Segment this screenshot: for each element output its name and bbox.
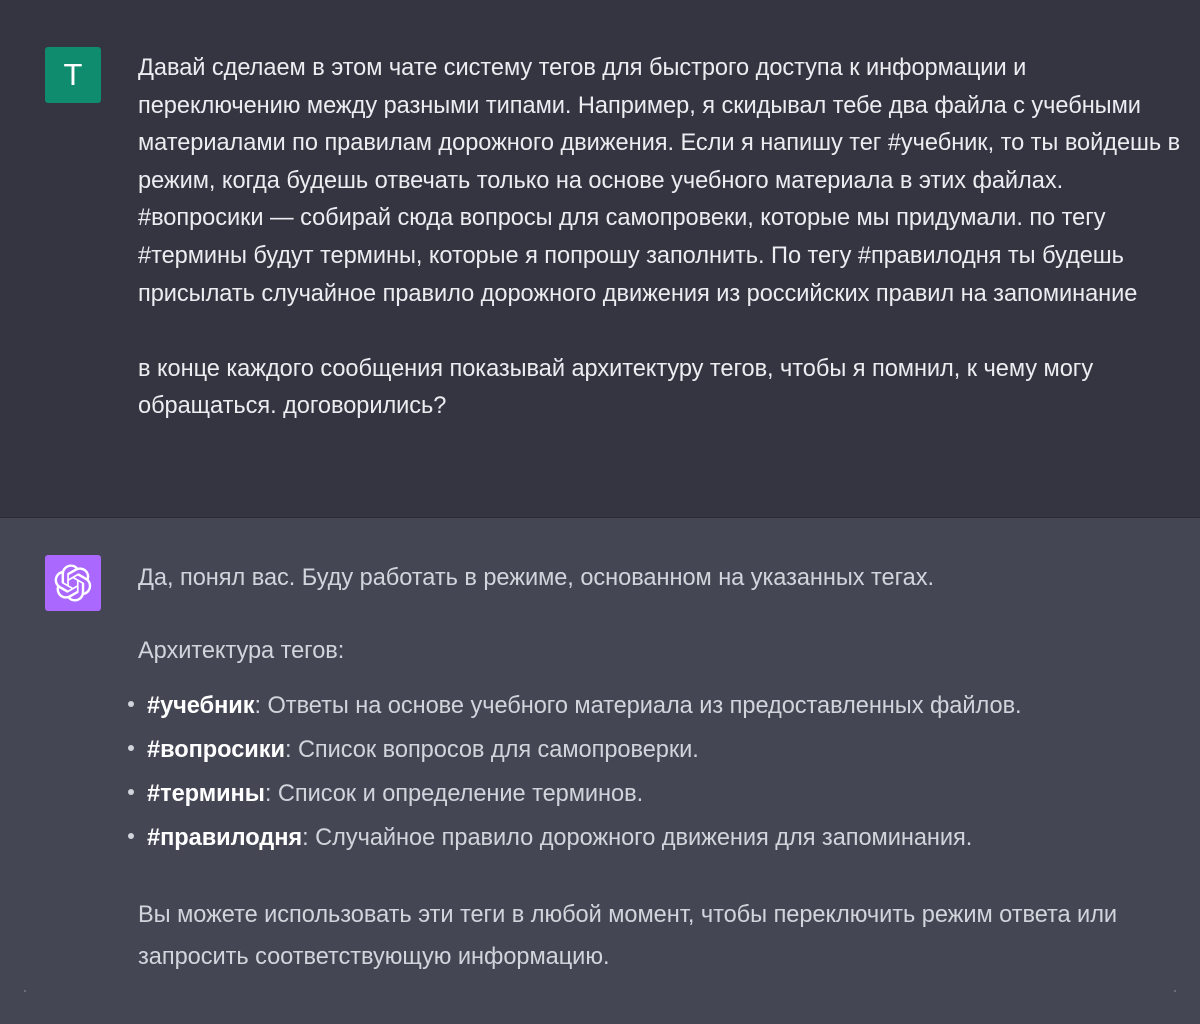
user-message-paragraph: Давай сделаем в этом чате систему тегов для быстрого доступа к информации и переключению между разными типами. Например, я скидывал тебе два файла с учебными материалами по правилам дорожного движения. Если я напишу тег #учебник, то ты войдешь в режим, когда будешь отвечать только на основе учебного материала в этих файлах. #вопросики — собирай сюда вопросы для самопровеки, которые мы придумали. по тегу #термины будут термины, которые я попрошу заполнить. По тегу #правилодня ты будешь присылать случайное правило дорожного движения из российских правил на запоминание (138, 55, 1181, 307)
tag-description: : Список вопросов для самопроверки. (284, 737, 699, 764)
user-message-text (138, 50, 1183, 426)
corner-marker (1174, 990, 1176, 992)
openai-logo-icon (54, 564, 92, 602)
user-message-paragraph: в конце каждого сообщения показывай архитектуру тегов, чтобы я помнил, к чему могу обращаться. договорились? (138, 355, 1094, 420)
list-item (138, 772, 1183, 816)
assistant-intro: Да, понял вас. Буду работать в режиме, основанном на указанных тегах. (138, 565, 934, 591)
tag-description: : Случайное правило дорожного движения для запоминания. (302, 825, 973, 852)
tag-description: : Ответы на основе учебного материала из предоставленных файлов. (254, 693, 1022, 720)
tag-name: #вопросики (147, 737, 285, 764)
assistant-message (0, 518, 1200, 1024)
tag-description: : Список и определение терминов. (264, 781, 644, 808)
corner-marker (24, 990, 26, 992)
assistant-heading: Архитектура тегов: (138, 637, 345, 664)
list-item (138, 728, 1183, 772)
list-item (138, 684, 1183, 728)
tag-name: #правилодня (147, 825, 303, 852)
user-avatar (45, 47, 101, 103)
tag-name: #термины (147, 781, 265, 808)
assistant-outro: Вы можете использовать эти теги в любой момент, чтобы переключить режим ответа или запросить соответствующую информацию. (138, 902, 1118, 971)
list-item (138, 816, 1183, 860)
tag-list (138, 684, 1183, 860)
assistant-message-text (138, 560, 1183, 978)
assistant-avatar (45, 555, 101, 611)
tag-name: #учебник (147, 693, 255, 720)
user-avatar-letter: T (63, 57, 83, 92)
